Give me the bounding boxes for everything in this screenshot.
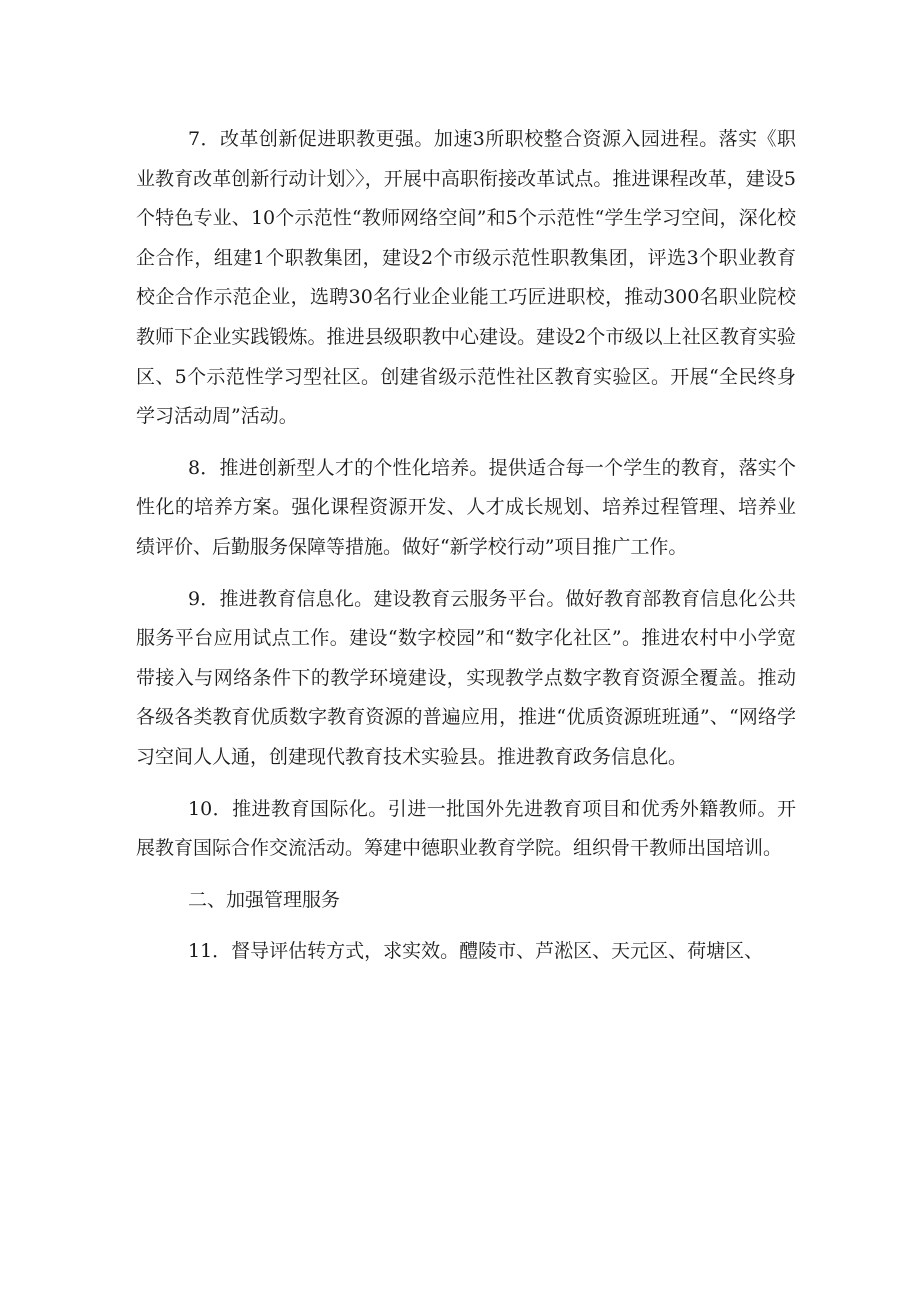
paragraph-10: 10．推进教育国际化。引进一批国外先进教育项目和优秀外籍教师。开展教育国际合作交流活动。筹建中德职业教育学院。组织骨干教师出国培训。 xyxy=(136,797,796,860)
document-body xyxy=(136,120,796,984)
paragraph-9: 9．推进教育信息化。建设教育云服务平台。做好教育部教育信息化公共服务平台应用试点工作。建设“数字校园”和“数字化社区”。推进农村中小学宽带接入与网络条件下的教学环境建设，实现教学点数字教育资源全覆盖。推动各级各类教育优质数字教育资源的普遍应用，推进“优质资源班班通”、“网络学习空间人人通，创建现代教育技术实验县。推进教育政务信息化。 xyxy=(136,587,796,768)
paragraph-8: 8．推进创新型人才的个性化培养。提供适合每一个学生的教育，落实个性化的培养方案。强化课程资源开发、人才成长规划、培养过程管理、培养业绩评价、后勤服务保障等措施。做好“新学校行动”项目推广工作。 xyxy=(136,456,796,558)
paragraph-11: 11．督导评估转方式，求实效。醴陵市、芦淞区、天元区、荷塘区、 xyxy=(188,940,764,963)
paragraph-7: 7．改革创新促进职教更强。加速3所职校整合资源入园进程。落实《职业教育改革创新行动计划〉〉，开展中高职衔接改革试点。推进课程改革，建设5个特色专业、10个示范性“教师网络空间”和5个示范性“学生学习空间，深化校企合作，组建1个职教集团，建设2个市级示范性职教集团，评选3个职业教育校企合作示范企业，选聘30名行业企业能工巧匠进职校，推动300名职业院校教师下企业实践锻炼。推进县级职教中心建设。建设2个市级以上社区教育实验区、5个示范性学习型社区。创建省级示范性社区教育实验区。开展“全民终身学习活动周”活动。 xyxy=(136,128,796,428)
section-heading: 二、加强管理服务 xyxy=(188,888,341,911)
